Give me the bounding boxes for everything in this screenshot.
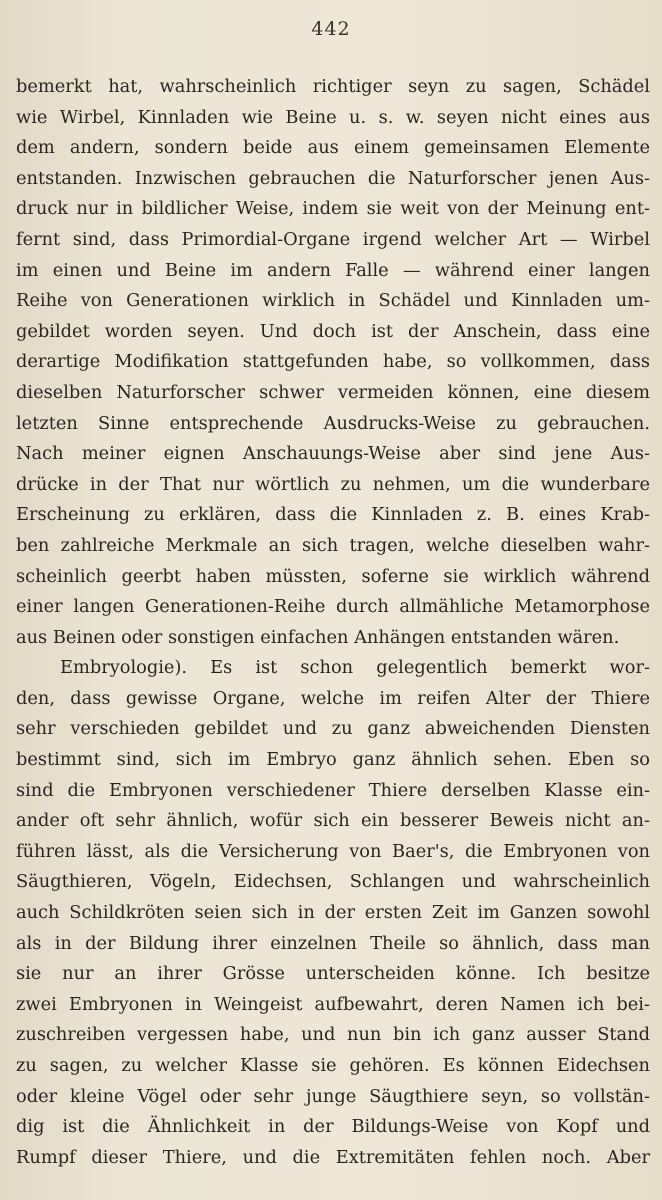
text-line: derartige Modifikation stattgefunden habe, so vollkommen, dass: [16, 351, 650, 373]
text-line: führen lässt, als die Versicherung von Baer's, die Embryonen von: [16, 840, 650, 862]
text-line: dig ist die Ähnlichkeit in der Bildungs-Weise von Kopf und: [16, 1116, 650, 1138]
text-line: sind die Embryonen verschiedener Thiere derselben Klasse ein-: [16, 779, 650, 801]
text-line: ander oft sehr ähnlich, wofür sich ein besserer Beweis nicht an-: [16, 810, 650, 832]
text-line: zwei Embryonen in Weingeist aufbewahrt, deren Namen ich bei-: [16, 993, 650, 1015]
text-line: letzten Sinne entsprechende Ausdrucks-Weise zu gebrauchen.: [16, 412, 650, 434]
body-text: [16, 72, 650, 1173]
text-line: wie Wirbel, Kinnladen wie Beine u. s. w. seyen nicht eines aus: [16, 106, 650, 128]
text-line: sie nur an ihrer Grösse unterscheiden könne. Ich besitze: [16, 963, 650, 985]
text-line: Säugthieren, Vögeln, Eidechsen, Schlangen und wahrscheinlich: [16, 871, 650, 893]
text-line: entstanden. Inzwischen gebrauchen die Naturforscher jenen Aus-: [16, 167, 650, 189]
text-line: dem andern, sondern beide aus einem gemeinsamen Elemente: [16, 137, 650, 159]
text-line: gebildet worden seyen. Und doch ist der Anschein, dass eine: [16, 320, 650, 342]
page-number: 442: [311, 18, 351, 40]
text-line: sehr verschieden gebildet und zu ganz abweichenden Diensten: [16, 718, 650, 740]
text-line: als in der Bildung ihrer einzelnen Theile so ähnlich, dass man: [16, 932, 650, 954]
text-line: drücke in der That nur wörtlich zu nehmen, um die wunderbare: [16, 473, 650, 495]
text-line: Erscheinung zu erklären, dass die Kinnladen z. B. eines Krab-: [16, 504, 650, 526]
text-line: bemerkt hat, wahrscheinlich richtiger seyn zu sagen, Schädel: [16, 76, 650, 97]
text-line: dieselben Naturforscher schwer vermeiden können, eine diesem: [16, 381, 650, 403]
text-line: scheinlich geerbt haben müssten, soferne sie wirklich während: [16, 565, 650, 587]
text-line: im einen und Beine im andern Falle — während einer langen: [16, 259, 650, 281]
paragraph-start-line: Embryologie). Es ist schon gelegentlich bemerkt wor-: [60, 657, 650, 679]
text-line: ben zahlreiche Merkmale an sich tragen, welche dieselben wahr-: [16, 534, 650, 556]
text-line: oder kleine Vögel oder sehr junge Säugthiere seyn, so vollstän-: [16, 1085, 650, 1107]
text-line: Reihe von Generationen wirklich in Schädel und Kinnladen um-: [16, 290, 650, 312]
text-line: den, dass gewisse Organe, welche im reifen Alter der Thiere: [16, 687, 650, 709]
text-line: einer langen Generationen-Reihe durch allmähliche Metamorphose: [16, 596, 650, 618]
text-line: fernt sind, dass Primordial-Organe irgend welcher Art — Wirbel: [16, 228, 650, 250]
text-line: druck nur in bildlicher Weise, indem sie weit von der Meinung ent-: [16, 198, 650, 220]
text-line: zuschreiben vergessen habe, und nun bin ich ganz ausser Stand: [16, 1024, 650, 1046]
text-line: bestimmt sind, sich im Embryo ganz ähnlich sehen. Eben so: [16, 749, 650, 771]
text-line: auch Schildkröten seien sich in der ersten Zeit im Ganzen sowohl: [16, 902, 650, 924]
text-line: Nach meiner eignen Anschauungs-Weise aber sind jene Aus-: [16, 443, 650, 465]
text-line: zu sagen, zu welcher Klasse sie gehören. Es können Eidechsen: [16, 1055, 650, 1076]
text-line: aus Beinen oder sonstigen einfachen Anhängen entstanden wären.: [16, 626, 620, 648]
text-line: Rumpf dieser Thiere, und die Extremitäten fehlen noch. Aber: [16, 1146, 650, 1168]
